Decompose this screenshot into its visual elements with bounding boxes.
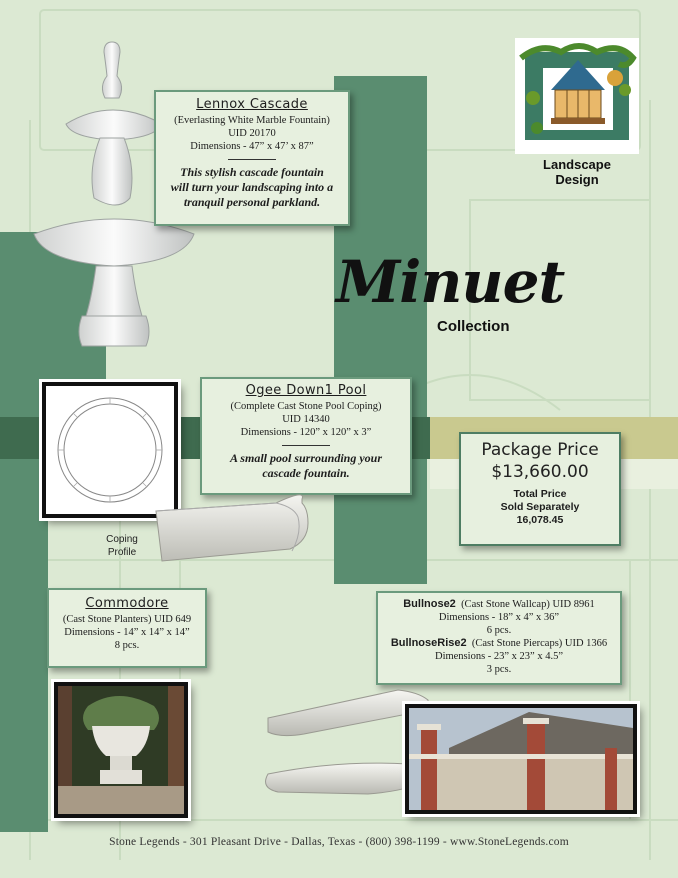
product-title: Lennox Cascade (196, 97, 308, 112)
divider (228, 159, 276, 160)
brand-title: Minuet (336, 248, 565, 316)
lennox-cascade-card (154, 90, 350, 226)
product-quantity-2: 3 pcs. (486, 664, 512, 675)
ogee-pool-card (200, 377, 412, 495)
product-quantity-1: 6 pcs. (486, 625, 512, 636)
commodore-card (47, 588, 207, 668)
product-name-2: BullnoseRise2 (390, 637, 467, 649)
commodore-planter-image (54, 682, 188, 818)
coping-profile-label (94, 533, 150, 559)
tagline-line-1: This stylish cascade fountain (180, 165, 324, 179)
total-label-2: Sold Separately (500, 501, 580, 513)
product-title: Ogee Down1 Pool (245, 383, 367, 398)
coping-label-line-2: Profile (107, 547, 137, 558)
wall-photo (409, 708, 633, 810)
product-subtitle: (Complete Cast Stone Pool Coping) (230, 401, 382, 412)
coping-profile-image (150, 485, 312, 573)
product-name-1: Bullnose2 (403, 598, 456, 610)
product-dimensions-1: Dimensions - 18” x 4” x 36” (438, 612, 560, 623)
product-dimensions: Dimensions - 47” x 47’ x 87” (190, 141, 314, 152)
landscape-design-logo (515, 38, 639, 154)
tagline-line-2: will turn your landscaping into a (170, 180, 334, 194)
bullnose-card (376, 591, 622, 685)
logo-line-2: Design (555, 172, 599, 187)
footer-address: Stone Legends - 301 Pleasant Drive - Dallas, Texas - (800) 398-1199 - www.StoneLegends.com (109, 836, 569, 848)
product-title: Commodore (85, 596, 169, 611)
brand-subtitle: Collection (437, 318, 510, 335)
gazebo-icon (515, 38, 639, 154)
product-desc-1: (Cast Stone Wallcap) UID 8961 (461, 599, 595, 610)
logo-line-1: Landscape (543, 157, 611, 172)
product-dimensions-2: Dimensions - 23” x 23” x 4.5” (434, 651, 564, 662)
tagline-line-1: A small pool surrounding your (229, 451, 383, 465)
product-quantity: 8 pcs. (114, 640, 140, 651)
product-uid: UID 14340 (282, 414, 330, 425)
total-value: 16,078.45 (516, 514, 564, 526)
product-desc-2: (Cast Stone Piercaps) UID 1366 (471, 638, 608, 649)
product-dimensions: Dimensions - 120” x 120” x 3” (240, 427, 372, 438)
tagline-line-2: cascade fountain. (262, 466, 350, 480)
planter-photo (58, 686, 184, 814)
bullnose-wall-image (405, 704, 637, 814)
coping-label-line-1: Coping (106, 534, 138, 545)
product-dimensions: Dimensions - 14” x 14” x 14” (64, 627, 190, 638)
package-price: $13,660.00 (491, 462, 589, 482)
product-subtitle: (Everlasting White Marble Fountain) (174, 115, 330, 126)
divider (282, 445, 330, 446)
logo-caption (520, 157, 634, 187)
package-title: Package Price (481, 440, 599, 460)
total-label-1: Total Price (513, 488, 567, 500)
tagline-line-3: tranquil personal parkland. (183, 195, 321, 209)
product-uid: UID 20170 (228, 128, 276, 139)
product-line: (Cast Stone Planters) UID 649 (62, 614, 192, 625)
package-price-card (459, 432, 621, 546)
